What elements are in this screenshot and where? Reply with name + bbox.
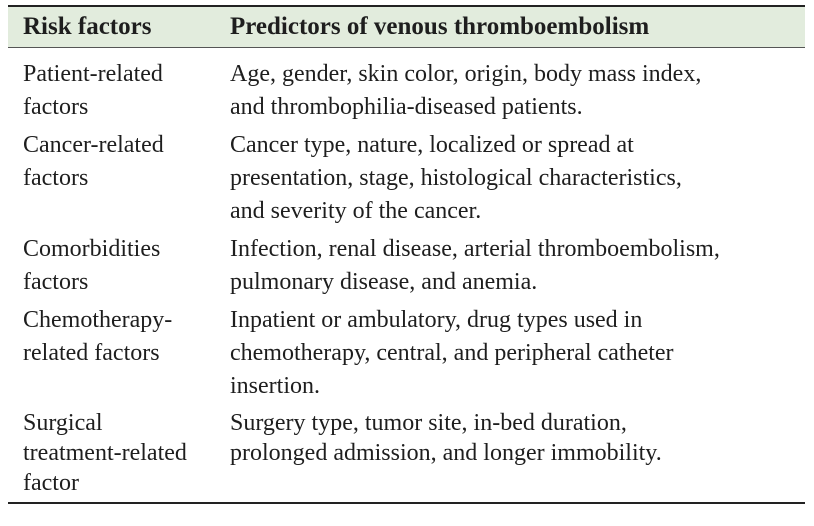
predictors-cell: Infection, renal disease, arterial thromboembolism, pulmonary disease, and anemia.	[230, 236, 720, 295]
risk-factor-cell: Patient-related factors	[23, 61, 163, 120]
table-bottom-rule	[8, 502, 805, 504]
header-predictors: Predictors of venous thromboembolism	[230, 13, 650, 40]
risk-factor-cell: Comorbidities factors	[23, 236, 161, 295]
table-header-row	[8, 7, 805, 48]
predictors-cell: Surgery type, tumor site, in-bed duration, prolonged admission, and longer immobility.	[230, 410, 662, 466]
table-row	[8, 58, 805, 124]
risk-factors-table	[8, 5, 805, 504]
header-risk-factors: Risk factors	[23, 13, 152, 40]
risk-factor-cell: Cancer-related factors	[23, 132, 164, 191]
predictors-cell: Cancer type, nature, localized or spread at presentation, stage, histological characteristics, and severity of the cancer.	[230, 132, 682, 224]
predictors-cell: Age, gender, skin color, origin, body mass index, and thrombophilia-diseased patients.	[230, 61, 702, 120]
risk-factor-cell: Surgical treatment-related factor	[23, 410, 187, 496]
table-row	[8, 408, 805, 498]
table-body	[8, 48, 805, 498]
table-row	[8, 129, 805, 228]
table-row	[8, 233, 805, 299]
table-row	[8, 304, 805, 403]
risk-factor-cell: Chemotherapy- related factors	[23, 307, 173, 366]
predictors-cell: Inpatient or ambulatory, drug types used in chemotherapy, central, and peripheral catheter insertion.	[230, 307, 674, 399]
